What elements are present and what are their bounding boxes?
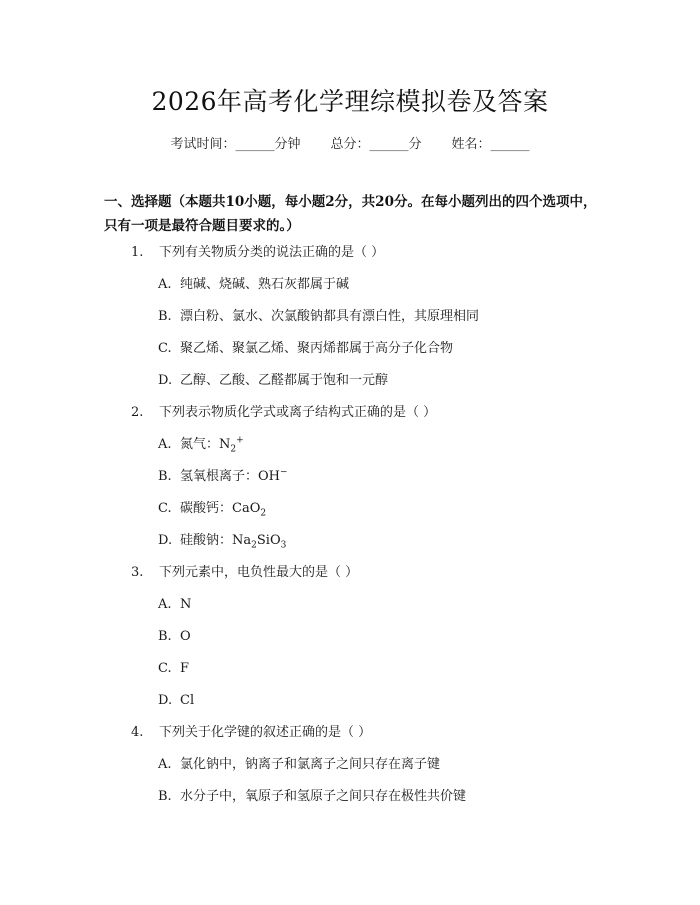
question-number: 4.: [131, 725, 144, 740]
option-1b: [158, 308, 479, 326]
formula-subscript: 2: [251, 540, 257, 551]
question-stem: 下列表示物质化学式或离子结构式正确的是（ ）: [159, 405, 437, 420]
option-letter: D.: [158, 693, 173, 708]
question-stem: 下列元素中，电负性最大的是（ ）: [159, 565, 359, 580]
option-letter: C.: [158, 661, 172, 676]
option-text: N: [180, 597, 192, 612]
option-text: 聚乙烯、聚氯乙烯、聚丙烯都属于高分子化合物: [180, 341, 454, 356]
option-2a: [158, 436, 244, 454]
total-score-field: 总分：______分: [330, 137, 422, 152]
option-4a: [158, 756, 440, 774]
question-3: [131, 564, 358, 582]
page-title: 2026年高考化学理综模拟卷及答案: [151, 87, 549, 116]
option-letter: D.: [158, 373, 173, 388]
question-number: 2.: [131, 405, 144, 420]
option-letter: A.: [158, 277, 172, 292]
option-text: 硅酸钠：Na: [180, 533, 252, 548]
option-letter: B.: [158, 469, 172, 484]
option-1d: [158, 372, 388, 390]
option-text: 氯化钠中，钠离子和氯离子之间只存在离子键: [180, 757, 441, 772]
exam-time-field: 考试时间：______分钟: [170, 137, 301, 152]
option-letter: A.: [158, 437, 172, 452]
option-text: Cl: [180, 693, 195, 708]
formula-superscript: −: [280, 467, 288, 478]
option-letter: B.: [158, 309, 172, 324]
option-1c: [158, 340, 453, 358]
option-4b: [158, 788, 466, 806]
option-2c: [158, 500, 266, 518]
question-4: [131, 724, 371, 742]
option-letter: D.: [158, 533, 173, 548]
formula-subscript: 2: [260, 508, 267, 519]
option-3d: [158, 692, 194, 710]
option-text: 纯碱、烧碱、熟石灰都属于碱: [180, 277, 350, 292]
question-2: [131, 404, 436, 422]
option-letter: B.: [158, 629, 172, 644]
option-text: 碳酸钙：CaO: [180, 501, 261, 516]
question-1: [131, 244, 384, 262]
option-text: 氮气：N: [180, 437, 231, 452]
option-text: 乙醇、乙酸、乙醛都属于饱和一元醇: [180, 373, 389, 388]
formula-part: SiO: [256, 533, 281, 548]
option-text: F: [180, 661, 190, 676]
option-3c: [158, 660, 189, 678]
formula-superscript: +: [236, 435, 244, 446]
option-3a: [158, 596, 191, 614]
option-2d: [158, 532, 286, 550]
option-text: 水分子中，氧原子和氢原子之间只存在极性共价键: [180, 789, 467, 804]
option-letter: A.: [158, 597, 172, 612]
option-letter: C.: [158, 501, 172, 516]
question-number: 1.: [131, 245, 144, 260]
student-name-field: 姓名：______: [451, 137, 530, 152]
question-stem: 下列关于化学键的叙述正确的是（ ）: [159, 725, 372, 740]
option-letter: C.: [158, 341, 172, 356]
option-2b: [158, 468, 288, 486]
section-heading: 一、选择题（本题共10小题，每小题2分，共20分。在每小题列出的四个选项中，只有一项是最符合题目要求的。）: [104, 194, 597, 234]
option-letter: A.: [158, 757, 172, 772]
formula-subscript: 3: [280, 540, 287, 551]
option-letter: B.: [158, 789, 172, 804]
option-text: 氢氧根离子：OH: [180, 469, 280, 484]
question-number: 3.: [131, 565, 144, 580]
option-3b: [158, 628, 191, 646]
formula-subscript: 2: [230, 444, 237, 455]
option-1a: [158, 276, 349, 294]
exam-info-line: [0, 133, 700, 152]
option-text: 漂白粉、氯水、次氯酸钠都具有漂白性，其原理相同: [180, 309, 480, 324]
option-text: O: [180, 629, 191, 644]
question-stem: 下列有关物质分类的说法正确的是（ ）: [159, 245, 385, 260]
